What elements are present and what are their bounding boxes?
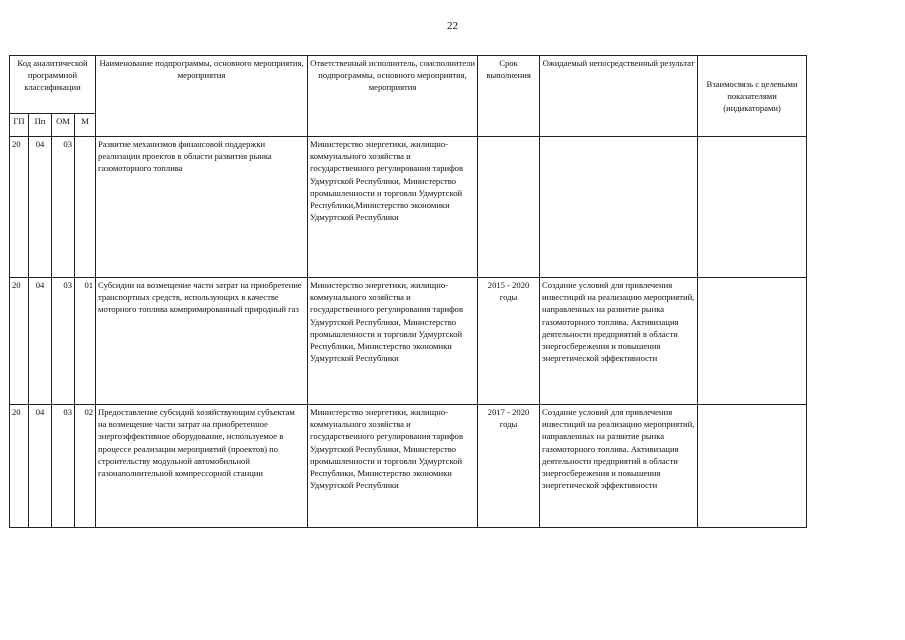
cell-gp: 20 — [10, 278, 29, 405]
table-row — [10, 405, 807, 528]
cell-relation — [698, 278, 807, 405]
cell-m: 02 — [75, 405, 96, 528]
cell-term: 2017 - 2020 годы — [478, 405, 540, 528]
header-code-group: Код аналитической программной классификации — [10, 56, 96, 114]
page-number: 22 — [447, 20, 458, 32]
header-executor: Ответственный исполнитель, соисполнители подпрограммы, основного мероприятия, мероприятия — [308, 56, 478, 137]
cell-name: Развитие механизмов финансовой поддержки реализации проектов в области развития рынка газомоторного топлива — [96, 137, 308, 278]
cell-m — [75, 137, 96, 278]
cell-gp: 20 — [10, 405, 29, 528]
header-col-m: М — [75, 114, 96, 137]
cell-pp: 04 — [29, 137, 52, 278]
table-row — [10, 278, 807, 405]
cell-relation — [698, 137, 807, 278]
cell-result: Создание условий для привлечения инвестиций на реализацию мероприятий, направленных на развитие рынка газомоторного топлива. Активизация деятельности предприятий в области энергосбережения и повышения энергетической эффективности — [540, 405, 698, 528]
header-col-gp: ГП — [10, 114, 29, 137]
header-name: Наименование подпрограммы, основного мероприятия, мероприятия — [96, 56, 308, 137]
cell-om: 03 — [52, 405, 75, 528]
cell-om: 03 — [52, 137, 75, 278]
cell-executor: Министерство энергетики, жилищно-коммунального хозяйства и государственного регулирования тарифов Удмуртской Республики, Министерство промышленности и торговли Удмуртской Республики, Министерство экономики Удмуртской Республики — [308, 278, 478, 405]
header-col-pp: Пп — [29, 114, 52, 137]
table-row — [10, 137, 807, 278]
header-col-om: ОМ — [52, 114, 75, 137]
cell-pp: 04 — [29, 278, 52, 405]
cell-executor: Министерство энергетики, жилищно-коммунального хозяйства и государственного регулирования тарифов Удмуртской Республики, Министерство промышленности и торговли Удмуртской Республики,Министерство экономики Удмуртской Республики — [308, 137, 478, 278]
cell-executor: Министерство энергетики, жилищно-коммунального хозяйства и государственного регулирования тарифов Удмуртской Республики, Министерство промышленности и торговли Удмуртской Республики, Министерство экономики Удмуртской Республики — [308, 405, 478, 528]
cell-relation — [698, 405, 807, 528]
cell-term: 2015 - 2020 годы — [478, 278, 540, 405]
cell-result — [540, 137, 698, 278]
cell-m: 01 — [75, 278, 96, 405]
cell-term — [478, 137, 540, 278]
cell-gp: 20 — [10, 137, 29, 278]
cell-pp: 04 — [29, 405, 52, 528]
header-term: Срок выполнения — [478, 56, 540, 137]
header-relation: Взаимосвязь с целевыми показателями (индикаторами) — [698, 56, 807, 137]
header-result: Ожидаемый непосредственный результат — [540, 56, 698, 137]
cell-name: Субсидии на возмещение части затрат на приобретение транспортных средств, использующих в качестве моторного топлива компримированный природный газ — [96, 278, 308, 405]
cell-result: Создание условий для привлечения инвестиций на реализацию мероприятий, направленных на развитие рынка газомоторного топлива. Активизация деятельности предприятий в области энергосбережения и повышения энергетической эффективности — [540, 278, 698, 405]
cell-om: 03 — [52, 278, 75, 405]
program-measures-table — [9, 55, 807, 528]
cell-name: Предоставление субсидий хозяйствующим субъектам на возмещение части затрат на приобретенное энергоэффективное оборудование, используемое в процессе реализации мероприятий (проектов) по строительству модульной автомобильной газонаполнительной компрессорной станции — [96, 405, 308, 528]
